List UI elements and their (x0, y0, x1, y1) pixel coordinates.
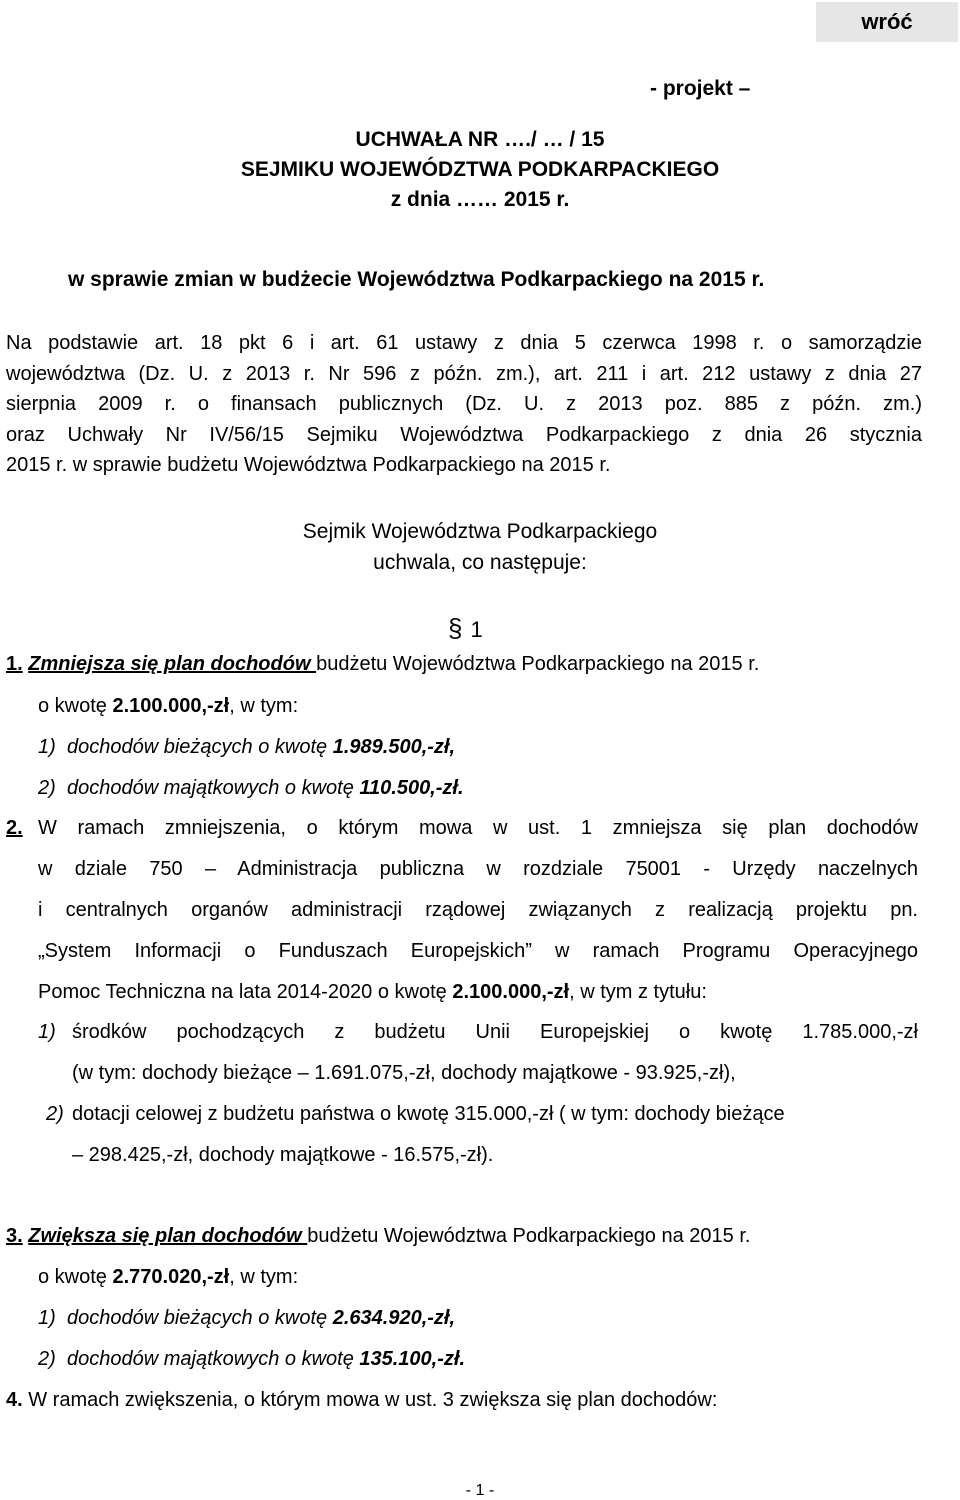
resolution-subject: w sprawie zmian w budżecie Województwa Podkarpackiego na 2015 r. (68, 268, 765, 291)
item-2-sub-1-label: 1) (38, 1021, 56, 1043)
sub-amount: 110.500,-zł. (359, 777, 464, 799)
sub-label: 1) (38, 736, 56, 758)
legal-basis-line: oraz Uchwały Nr IV/56/15 Sejmiku Województwa Podkarpackiego z dnia 26 stycznia (6, 423, 922, 446)
line-text: , w tym z tytułu: (569, 981, 707, 1003)
sub-amount: 2.634.920,-zł, (332, 1307, 456, 1329)
item-2-line: W ramach zmniejszenia, o którym mowa w ust. 1 zmniejsza się plan dochodów (38, 817, 918, 839)
item-2-line: w dziale 750 – Administracja publiczna w rozdziale 75001 - Urzędy naczelnych (38, 858, 918, 880)
item-2-sub-2: dotacji celowej z budżetu państwa o kwotę 315.000,-zł ( w tym: dochody bieżące (72, 1103, 785, 1125)
item-2-line (38, 981, 707, 1004)
resolution-number: UCHWAŁA NR …./ … / 15 (355, 128, 605, 151)
legal-basis (6, 328, 922, 481)
item-2-sub-1-cont: (w tym: dochody bieżące – 1.691.075,-zł, dochody majątkowe - 93.925,-zł), (72, 1062, 736, 1084)
amount-value: 2.100.000,-zł (452, 981, 570, 1003)
resolving-phrase: uchwala, co następuje: (373, 551, 587, 574)
sub-label: 2) (38, 777, 56, 799)
legal-basis-line: 2015 r. w sprawie budżetu Województwa Podkarpackiego na 2015 r. (6, 454, 611, 476)
item-2-sub-2-label: 2) (46, 1103, 64, 1125)
item-1-sub-1 (38, 736, 455, 759)
item-number: 4. (6, 1389, 23, 1411)
sub-text: dochodów bieżących o kwotę (67, 736, 333, 758)
resolving-body: Sejmik Województwa Podkarpackiego (302, 520, 658, 543)
issuing-body: SEJMIKU WOJEWÓDZTWA PODKARPACKIEGO (240, 158, 720, 181)
item-1-heading (6, 653, 759, 676)
item-2-line: i centralnych organów administracji rządowej związanych z realizacją projektu pn. (38, 899, 918, 921)
line-text: Pomoc Techniczna na lata 2014-2020 o kwotę (38, 981, 453, 1003)
item-3-amount (38, 1266, 298, 1289)
item-2-sub-1: środków pochodzących z budżetu Unii Europejskiej o kwotę 1.785.000,-zł (72, 1021, 918, 1043)
legal-basis-line: Na podstawie art. 18 pkt 6 i art. 61 ustawy z dnia 5 czerwca 1998 r. o samorządzie (6, 332, 922, 354)
amount-value: 2.100.000,-zł (112, 695, 230, 717)
item-3-heading (6, 1225, 750, 1248)
item-1-amount (38, 695, 298, 718)
section-mark: § (448, 613, 463, 643)
item-number: 1. (6, 653, 23, 675)
item-number: 3. (6, 1225, 23, 1247)
item-number: 2. (6, 817, 23, 839)
draft-label: - projekt – (650, 77, 751, 100)
amount-value: 2.770.020,-zł (112, 1266, 230, 1288)
item-2-line: „System Informacji o Funduszach Europejskich” w ramach Programu Operacyjnego (38, 940, 918, 962)
legal-basis-line: sierpnia 2009 r. o finansach publicznych (Dz. U. z 2013 poz. 885 z późn. zm.) (6, 393, 922, 415)
legal-basis-line: województwa (Dz. U. z 2013 r. Nr 596 z późn. zm.), art. 211 i art. 212 ustawy z dnia 27 (6, 362, 922, 385)
sub-label: 2) (38, 1348, 56, 1370)
sub-text: dochodów bieżących o kwotę (67, 1307, 333, 1329)
sub-label: 1) (38, 1307, 56, 1329)
section-number: 1 (470, 617, 483, 642)
item-4 (6, 1389, 717, 1412)
item-3-sub-1 (38, 1307, 455, 1330)
sub-text: dochodów majątkowych o kwotę (67, 1348, 360, 1370)
page-number: - 1 - (465, 1482, 495, 1499)
amount-prefix: o kwotę (38, 1266, 113, 1288)
item-4-text: W ramach zwiększenia, o którym mowa w ust. 3 zwiększa się plan dochodów: (28, 1389, 718, 1411)
item-3-title: Zwiększa się plan dochodów (28, 1225, 308, 1247)
item-3-rest: budżetu Województwa Podkarpackiego na 2015 r. (307, 1225, 751, 1247)
section-heading (448, 613, 483, 644)
sub-text: dochodów majątkowych o kwotę (67, 777, 360, 799)
resolution-date: z dnia …… 2015 r. (390, 188, 570, 211)
item-1-sub-2 (38, 777, 464, 800)
amount-suffix: , w tym: (229, 1266, 299, 1288)
amount-prefix: o kwotę (38, 695, 113, 717)
sub-amount: 1.989.500,-zł, (332, 736, 456, 758)
item-2-number (6, 817, 23, 840)
amount-suffix: , w tym: (229, 695, 299, 717)
back-button[interactable]: wróć (816, 2, 958, 42)
item-1-rest: budżetu Województwa Podkarpackiego na 2015 r. (316, 653, 760, 675)
item-1-title: Zmniejsza się plan dochodów (28, 653, 317, 675)
item-2-sub-2-cont: – 298.425,-zł, dochody majątkowe - 16.575,-zł). (72, 1144, 494, 1166)
sub-amount: 135.100,-zł. (359, 1348, 465, 1370)
item-3-sub-2 (38, 1348, 465, 1371)
